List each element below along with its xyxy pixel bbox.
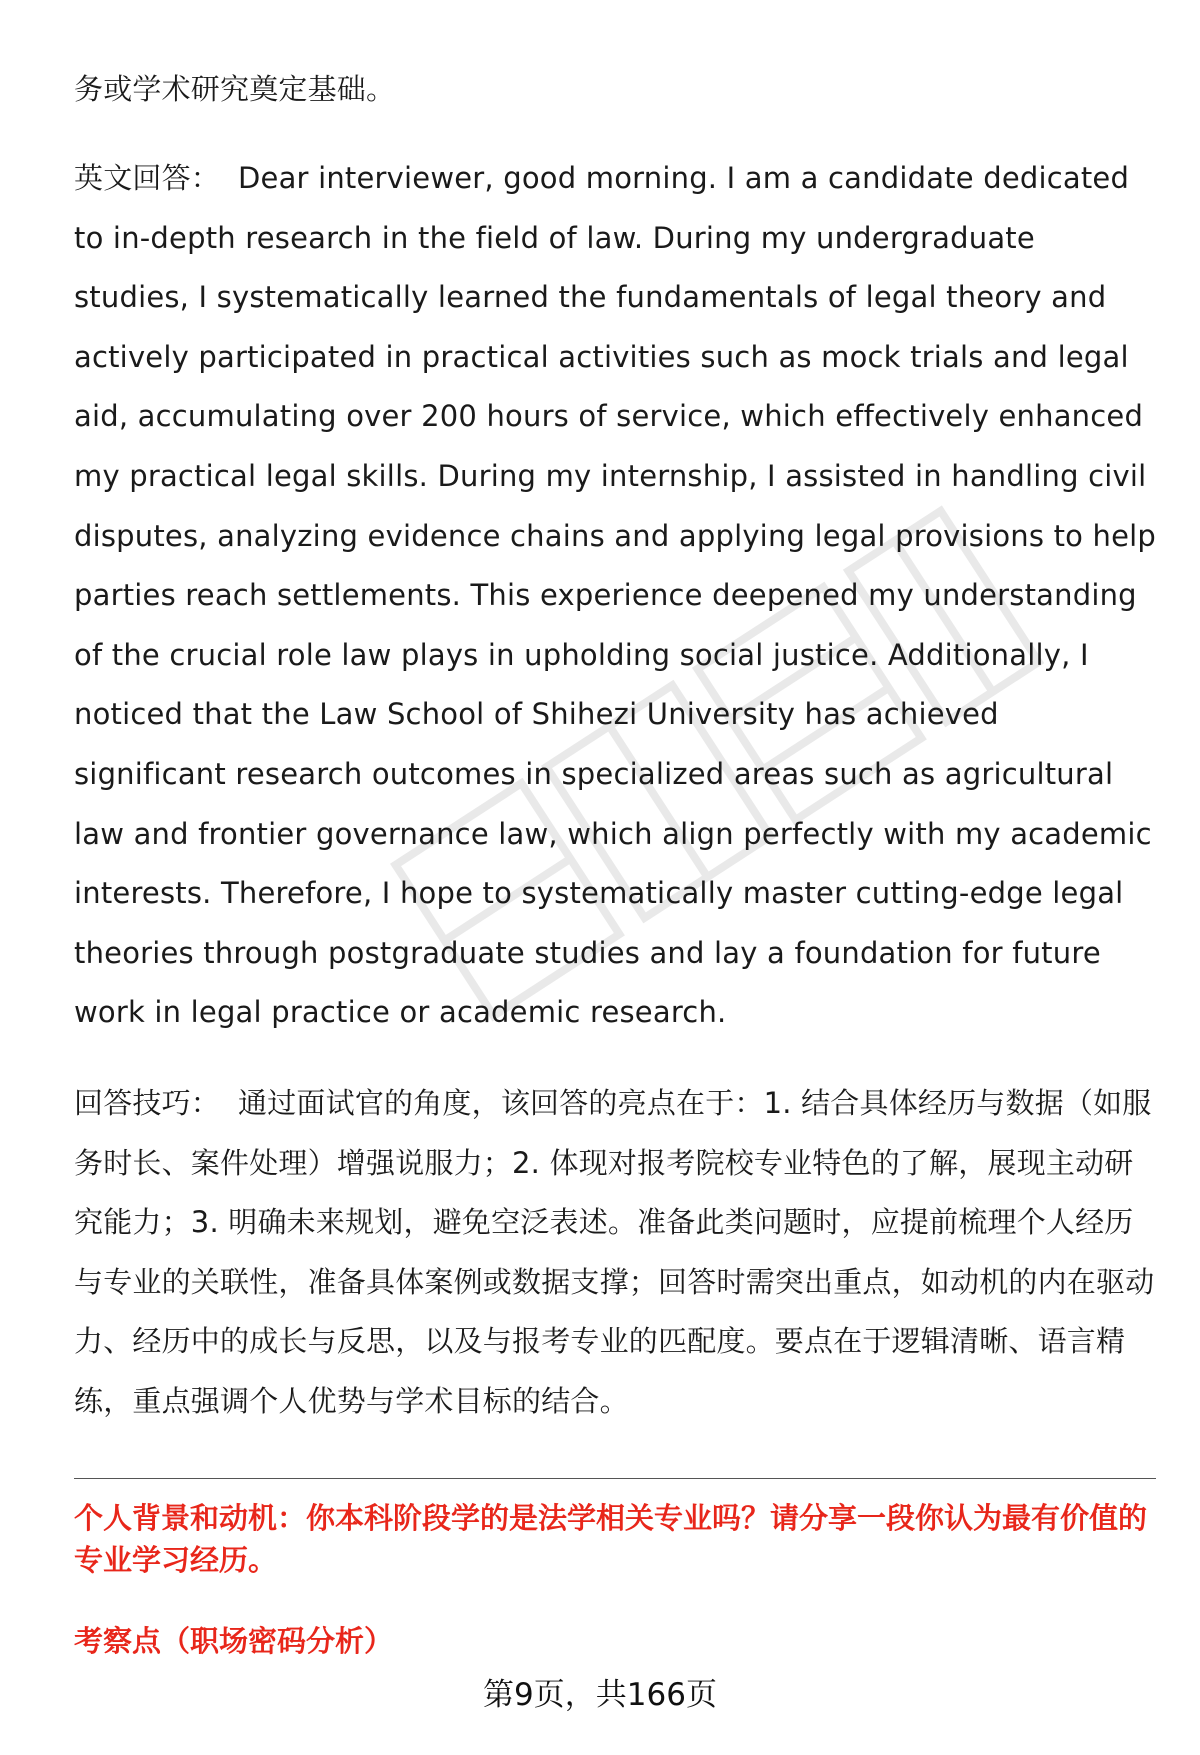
section-heading: 考察点（职场密码分析）: [74, 1624, 394, 1658]
section-divider: [74, 1478, 1156, 1479]
answer-tips-paragraph: [74, 1074, 1156, 1432]
english-answer-paragraph: [74, 149, 1156, 1043]
page-indicator: 第9页，共166页: [483, 1677, 717, 1713]
english-answer-label: 英文回答：: [74, 161, 221, 195]
english-answer-text: Dear interviewer, good morning. I am a candidate dedicated to in-depth research in the field of law. During my undergraduate studies, I systematically learned the fundamentals of legal theory and actively participated in practical activities such as mock trials and legal aid, accumulating over 200 hours of service, which effectively enhanced my practical legal skills. During my internship, I assisted in handling civil disputes, analyzing evidence chains and applying legal provisions to help parties reach settlements. This experience deepened my understanding of the crucial role law plays in upholding social justice. Additionally, I noticed that the Law School of Shihezi University has achieved significant research outcomes in specialized areas such as agricultural law and frontier governance law, which align perfectly with my academic interests. Therefore, I hope to systematically master cutting-edge legal theories through postgraduate studies and lay a foundation for future work in legal practice or academic research.: [74, 161, 1156, 1030]
next-question-heading: 个人背景和动机：你本科阶段学的是法学相关专业吗？请分享一段你认为最有价值的专业学习经历。: [74, 1501, 1148, 1577]
answer-tips-text: 通过面试官的角度，该回答的亮点在于：1. 结合具体经历与数据（如服务时长、案件处理）增强说服力；2. 体现对报考院校专业特色的了解，展现主动研究能力；3. 明确未来规划，避免空泛表述。准备此类问题时，应提前梳理个人经历与专业的关联性，准备具体案例或数据支撑；回答时需突出重点，如动机的内在驱动力、经历中的成长与反思，以及与报考专业的匹配度。要点在于逻辑清晰、语言精练，重点强调个人优势与学术目标的结合。: [74, 1086, 1155, 1418]
previous-answer-continuation: 务或学术研究奠定基础。: [74, 72, 396, 106]
answer-tips-label: 回答技巧：: [74, 1086, 221, 1120]
